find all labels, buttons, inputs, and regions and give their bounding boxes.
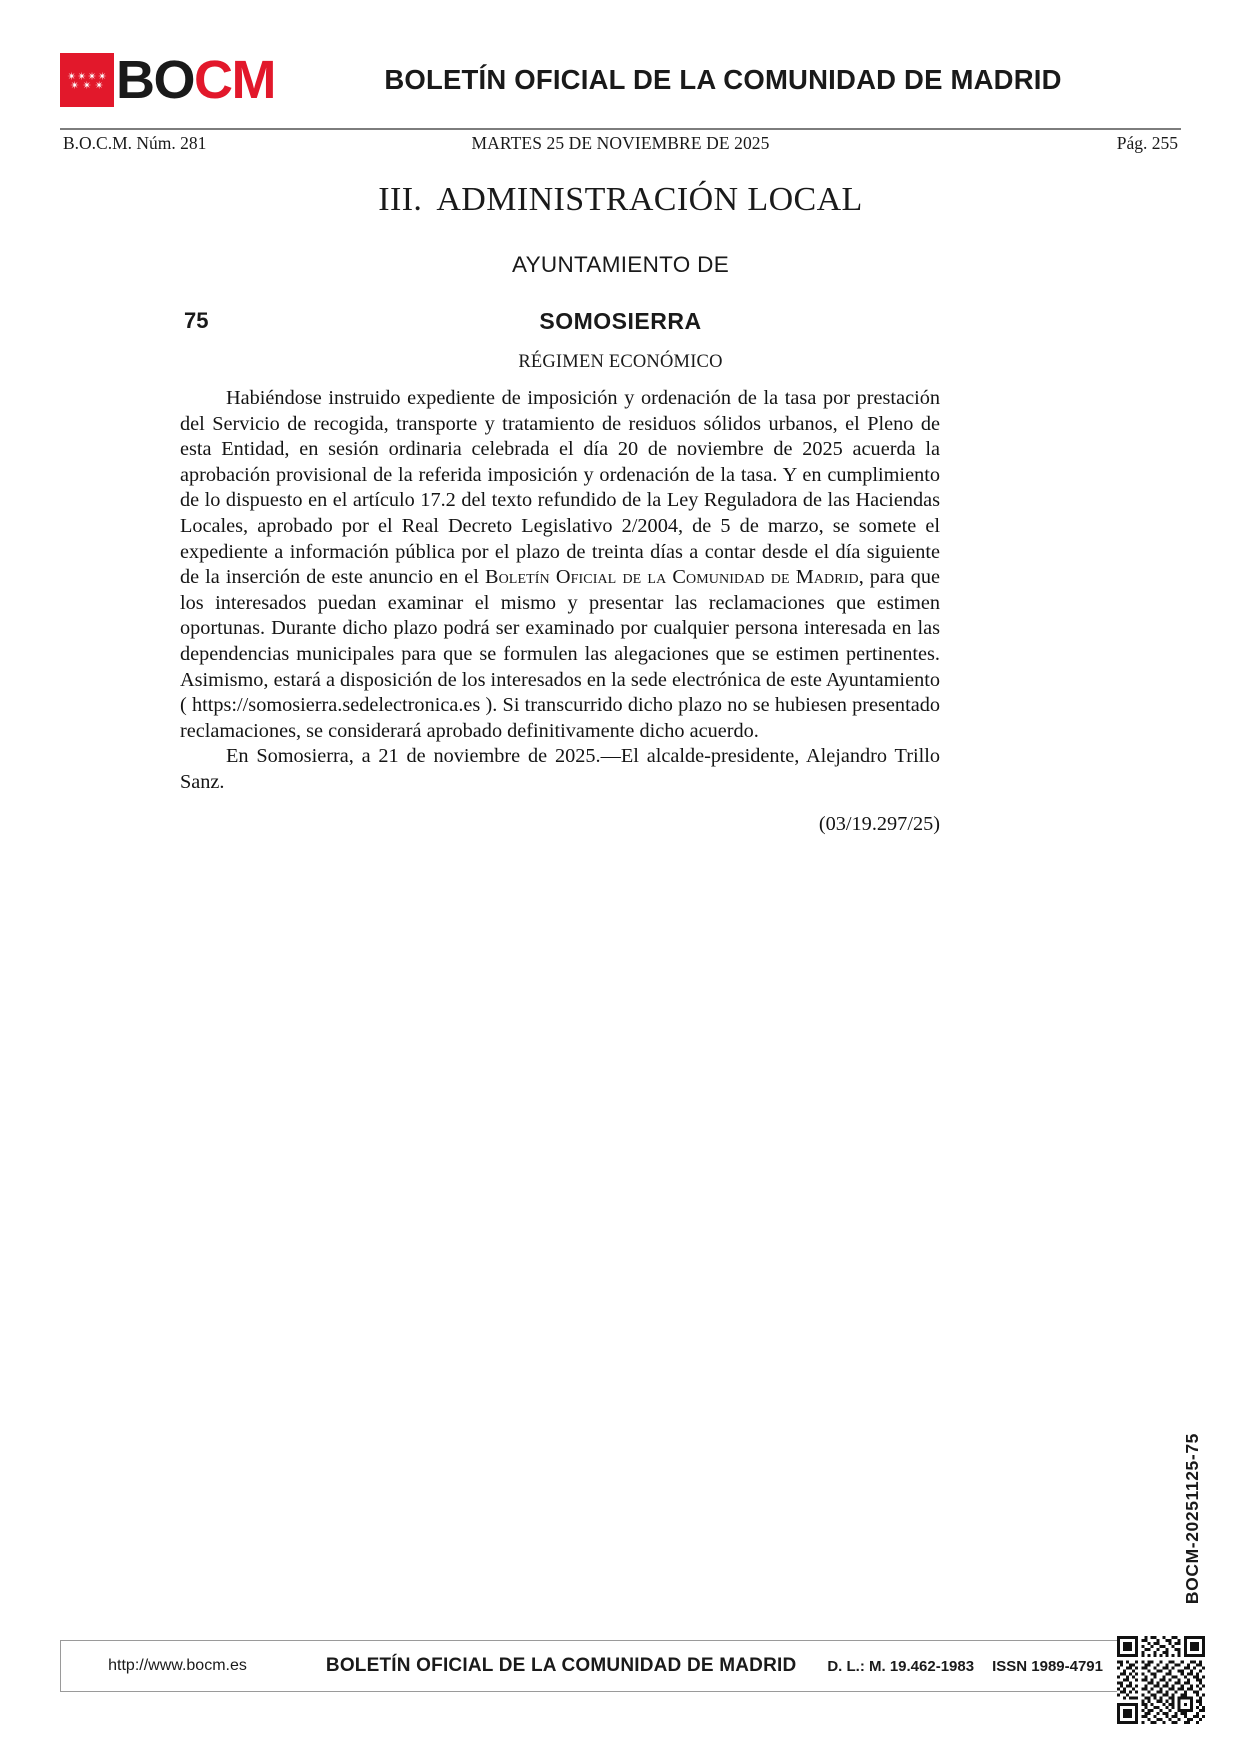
document-body	[180, 386, 940, 837]
section-numeral: III.	[378, 181, 423, 218]
madrid-coat-of-arms-icon	[60, 53, 114, 107]
running-header	[60, 133, 1181, 159]
section-title-text: ADMINISTRACIÓN LOCAL	[436, 181, 863, 218]
logo-cm-text: CM	[194, 50, 275, 110]
header-issue-number: B.O.C.M. Núm. 281	[63, 133, 207, 153]
masthead	[60, 44, 1181, 116]
star-icon: ✴	[70, 79, 80, 92]
star-icon: ✴	[67, 70, 77, 83]
entry-heading-row	[60, 308, 1181, 338]
reference-code: (03/19.297/25)	[818, 812, 940, 835]
star-icon: ✴	[94, 79, 104, 92]
footer-legal-deposit: D. L.: M. 19.462-1983	[827, 1657, 975, 1675]
organization-heading: AYUNTAMIENTO DE	[511, 252, 730, 277]
document-side-code: BOCM-20251125-75	[1182, 1432, 1202, 1604]
section-heading	[60, 181, 1181, 219]
bocm-wordmark	[116, 50, 275, 110]
header-divider	[60, 128, 1181, 130]
footer-issn: ISSN 1989-4791	[992, 1657, 1103, 1675]
footer-title: BOLETÍN OFICIAL DE LA COMUNIDAD DE MADRID	[325, 1655, 797, 1676]
bocm-logo	[60, 51, 275, 109]
entry-number: 75	[184, 308, 209, 333]
body-paragraph-main	[180, 386, 940, 744]
star-icon: ✴	[77, 70, 87, 83]
entry-name: SOMOSIERRA	[539, 308, 702, 334]
body-text-part-2: , para que los interesados puedan examinar el mismo y presentar las reclamaciones que estimen oportunas. Durante dicho plazo podrá ser examinado por cualquier persona interesada en las dependencias municipales para que se formulen las alegaciones que se estimen pertinentes. Asimismo, estará a disposición de los interesados en la sede electrónica de este Ayuntamiento ( https://somosierra.sedelectronica.es ). Si transcurrido dicho plazo no se hubiesen presentado reclamaciones, se considerará aprobado definitivamente dicho acuerdo.	[180, 566, 940, 742]
footer	[60, 1640, 1121, 1692]
header-page-number: Pág. 255	[1116, 133, 1178, 153]
logo-bo-text: BO	[116, 50, 194, 110]
header-date: MARTES 25 DE NOVIEMBRE DE 2025	[471, 133, 770, 153]
footer-website-link[interactable]: http://www.bocm.es	[108, 1657, 247, 1674]
qr-code-icon	[1117, 1636, 1205, 1724]
body-text-part-1: Habiéndose instruido expediente de imposición y ordenación de la tasa por prestación del Servicio de recogida, transporte y tratamiento de residuos sólidos urbanos, el Pleno de esta Entidad, en sesión ordinaria celebrada el día 20 de noviembre de 2025 acuerda la aprobación provisional de la referida imposición y ordenación de la tasa. Y en cumplimiento de lo dispuesto en el artículo 17.2 del texto refundido de la Ley Reguladora de las Haciendas Locales, aprobado por el Real Decreto Legislativo 2/2004, de 5 de marzo, se somete el expediente a información pública por el plazo de treinta días a contar desde el día siguiente de la inserción de este anuncio en el	[180, 387, 940, 589]
star-icon: ✴	[87, 70, 97, 83]
body-signoff: En Somosierra, a 21 de noviembre de 2025.—El alcalde-presidente, Alejandro Trillo Sanz.	[180, 745, 940, 793]
subsection-heading: RÉGIMEN ECONÓMICO	[518, 352, 723, 372]
star-icon: ✴	[82, 79, 92, 92]
gazette-reference: Boletín Oficial de la Comunidad de Madrid	[484, 566, 859, 589]
page-title: BOLETÍN OFICIAL DE LA COMUNIDAD DE MADRID	[384, 64, 1062, 95]
star-icon: ✴	[97, 70, 107, 83]
